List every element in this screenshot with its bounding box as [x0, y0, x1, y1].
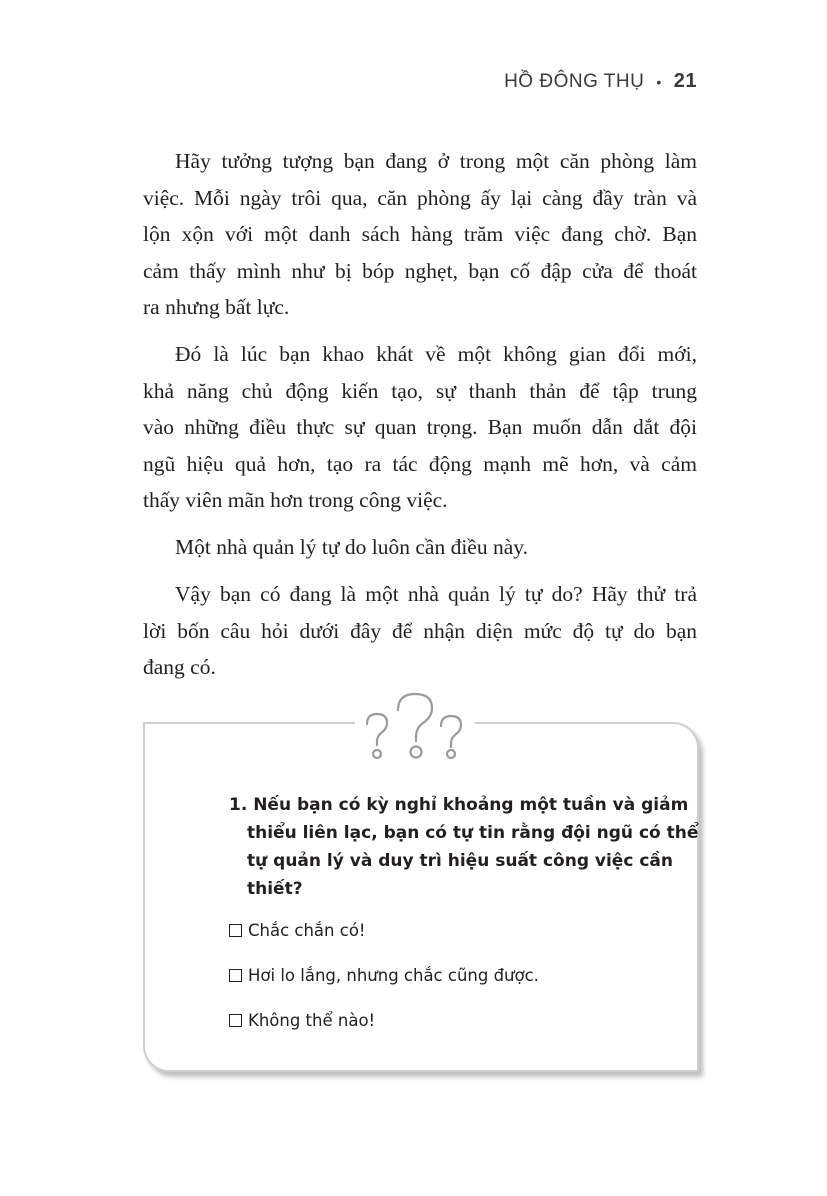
paragraph-1 [143, 143, 697, 326]
text-line: việc. Mỗi ngày trôi qua, căn phòng ấy lại càng đầy tràn và [143, 185, 697, 210]
separator-dot: • [656, 73, 662, 90]
option-label: Hơi lo lắng, nhưng chắc cũng được. [248, 966, 539, 985]
text-line: Hãy tưởng tượng bạn đang ở trong một căn phòng làm [175, 149, 697, 173]
quiz-question [229, 791, 699, 903]
question-line: thiểu liên lạc, bạn có tự tin rằng đội ngũ có thể [247, 823, 699, 843]
text-line: Đó là lúc bạn khao khát về một không gian đổi mới, [175, 342, 697, 366]
checkbox-icon[interactable] [229, 1014, 242, 1027]
text-line: thấy viên mãn hơn trong công việc. [143, 488, 448, 512]
text-line: cảm thấy mình như bị bóp nghẹt, bạn cố đập cửa để thoát [143, 258, 697, 283]
checkbox-icon[interactable] [229, 924, 242, 937]
option-label: Không thể nào! [248, 1011, 376, 1030]
text-line: ra nhưng bất lực. [143, 295, 290, 319]
text-line: lời bốn câu hỏi dưới đây để nhận diện mức độ tự do bạn [143, 618, 697, 643]
paragraph-3 [143, 529, 697, 566]
text-line: vào những điều thực sự quan trọng. Bạn muốn dẫn dắt đội [143, 415, 697, 439]
text-line: Một nhà quản lý tự do luôn cần điều này. [175, 535, 528, 559]
option-label: Chắc chắn có! [248, 921, 366, 940]
option-1[interactable] [229, 921, 366, 940]
page-number: 21 [673, 70, 697, 92]
question-line: 1. Nếu bạn có kỳ nghỉ khoảng một tuần và giảm [229, 795, 689, 815]
question-marks-icon [355, 688, 475, 760]
text-line: khả năng chủ động kiến tạo, sự thanh thản để tập trung [143, 378, 697, 403]
text-line: lộn xộn với một danh sách hàng trăm việc đang chờ. Bạn [143, 222, 697, 246]
running-header [504, 70, 697, 93]
option-2[interactable] [229, 966, 539, 985]
text-line: ngũ hiệu quả hơn, tạo ra tác động mạnh mẽ hơn, và cảm [143, 451, 697, 476]
text-line: Vậy bạn có đang là một nhà quản lý tự do? Hãy thử trả [175, 582, 697, 606]
paragraph-4 [143, 576, 697, 686]
question-line: thiết? [247, 879, 303, 899]
option-3[interactable] [229, 1011, 375, 1030]
checkbox-icon[interactable] [229, 969, 242, 982]
question-line: tự quản lý và duy trì hiệu suất công việc cần [247, 851, 673, 871]
author-name: HỒ ĐÔNG THỤ [504, 70, 645, 92]
paragraph-2 [143, 336, 697, 519]
text-line: đang có. [143, 655, 216, 679]
